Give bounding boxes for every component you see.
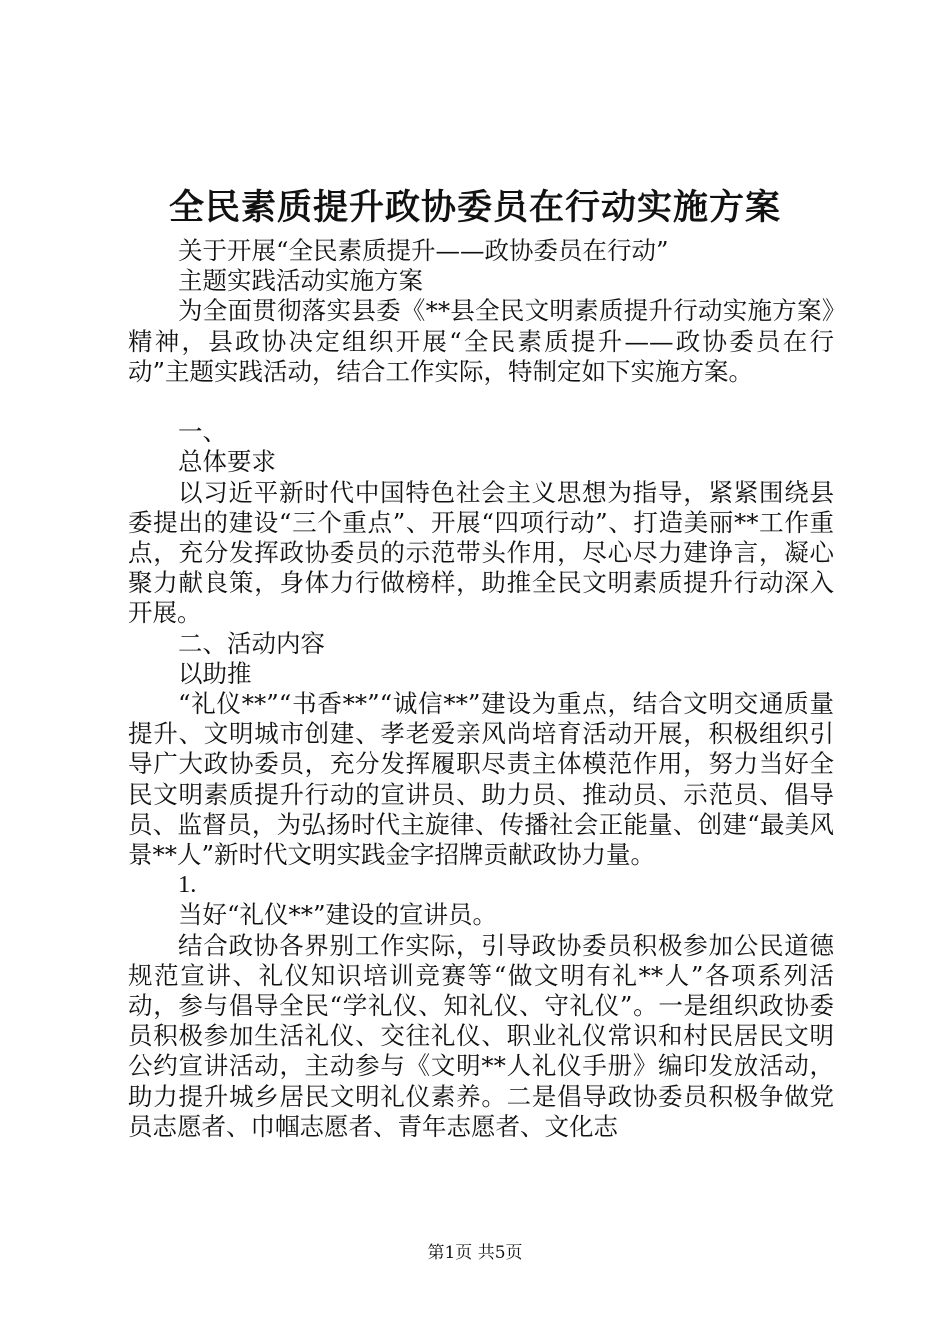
subtitle-line-2: 主题实践活动实施方案 bbox=[178, 266, 423, 296]
section-heading-activities: 二、活动内容 bbox=[178, 628, 325, 658]
section-number-1: 一、 bbox=[178, 417, 227, 447]
subtitle-line-1: 关于开展“全民素质提升——政协委员在行动” bbox=[178, 236, 669, 265]
item-number-1: 1. bbox=[178, 871, 197, 899]
general-requirements-paragraph: 以习近平新时代中国特色社会主义思想为指导，紧紧围绕县委提出的建设“三个重点”、开展“四项行动”、打造美丽**工作重点，充分发挥政协委员的示范带头作用，尽心尽力建诤言，凝心聚力献良策，身体力行做榜样，助推全民文明素质提升行动深入开展。 bbox=[128, 477, 834, 628]
document-body bbox=[128, 236, 834, 1142]
activities-lead: 以助推 bbox=[178, 658, 252, 688]
intro-paragraph: 为全面贯彻落实县委《**县全民文明素质提升行动实施方案》精神，县政协决定组织开展“全民素质提升——政协委员在行动”主题实践活动，结合工作实际，特制定如下实施方案。 bbox=[128, 296, 834, 386]
blank-line bbox=[128, 387, 834, 417]
item-heading-1: 当好“礼仪**”建设的宣讲员。 bbox=[178, 900, 498, 930]
document-title: 全民素质提升政协委员在行动实施方案 bbox=[168, 187, 781, 228]
page-footer: 第1页 共5页 bbox=[427, 1243, 523, 1263]
activities-paragraph: “礼仪**”“书香**”“诚信**”建设为重点，结合文明交通质量提升、文明城市创建、孝老爱亲风尚培育活动开展，积极组织引导广大政协委员，充分发挥履职尽责主体模范作用，努力当好全民文明素质提升行动的宣讲员、助力员、推动员、示范员、倡导员、监督员，为弘扬时代主旋律、传播社会正能量、创建“最美风景**人”新时代文明实践金字招牌贡献政协力量。 bbox=[128, 689, 834, 870]
item-paragraph-1: 结合政协各界别工作实际，引导政协委员积极参加公民道德规范宣讲、礼仪知识培训竞赛等“做文明有礼**人”各项系列活动，参与倡导全民“学礼仪、知礼仪、守礼仪”。一是组织政协委员积极参加生活礼仪、交往礼仪、职业礼仪常识和村民居民文明公约宣讲活动，主动参与《文明**人礼仪手册》编印发放活动，助力提升城乡居民文明礼仪素养。二是倡导政协委员积极争做党员志愿者、巾帼志愿者、青年志愿者、文化志 bbox=[128, 930, 834, 1141]
section-heading-general: 总体要求 bbox=[178, 447, 276, 477]
